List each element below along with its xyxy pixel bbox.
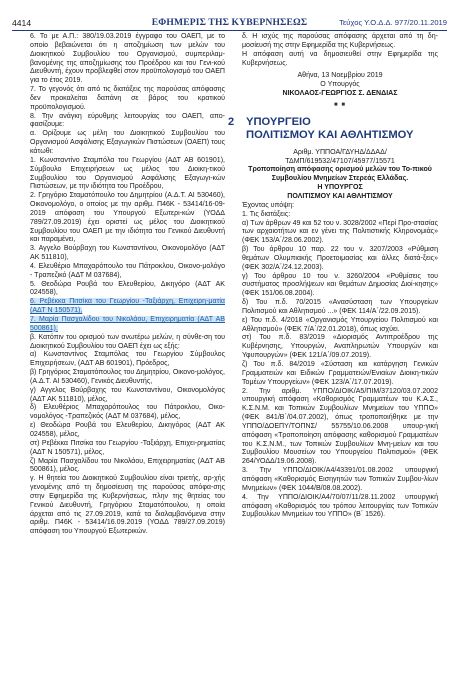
gazette-title: ΕΦΗΜΕΡΙΣ ΤΗΣ ΚΥΒΕΡΝΗΣΕΩΣ: [151, 17, 308, 28]
legal-provision: δ) Του π.δ. 70/2015 «Ανασύσταση των Υπουργείων Πολιτισμού και Αθλητισμού ...» (ΦΕΚ 114/Α΄/22.09.2015).: [242, 299, 438, 315]
composition-item: δ) Ελευθέριος Μπαχαρόπουλος του Πάτροκλου, Οικο-νομολόγος -Τραπεζικός (ΑΔΤ Μ 037684), μέλος,: [30, 404, 225, 421]
minister-heading: ΠΟΛΙΤΙΣΜΟΥ ΚΑΙ ΑΘΛΗΤΙΣΜΟΥ: [287, 192, 393, 200]
paragraph: γ. Η θητεία του Διοικητικού Συμβουλίου είναι τριετής, αρ-χής γενομένης από τη δημοσίευση της παρούσας απόφα-σης στην Εφημερίδα της Κυβερνήσεως, πλην της θητείας του Γενικού Διευθυντή, Γρηγόριου Σταματόπουλου, η οποία άρχεται από τις 27.09.2019, κατά τα διαλαμβανόμενα στην αριθμ. Π46Κ - 53414/16.09.2019 (ΥΟΔΔ 789/27.09.2019) απόφαση του Υπουργού Εξωτερικών.: [30, 475, 225, 536]
header-rule: [12, 30, 447, 31]
page-number: 4414: [12, 18, 32, 28]
member-item: 3. Αγγελο Βούρβαχη του Κωνσταντίνου, Οικονομολόγο (ΑΔΤ ΑΚ 511810),: [30, 245, 225, 262]
legal-provision: ε) Του π.δ. 4/2018 «Οργανισμός Υπουργείου Πολιτισμού και Αθλητισμού» (ΦΕΚ 7/Α΄/22.01.2018), όπως ισχύει.: [242, 316, 438, 333]
composition-item: α) Κωνσταντίνος Σταμπόλας του Γεωργίου Σύμβουλος Επιχειρήσεων, (ΑΔΤ ΑΒ 601901), Πρόεδρος,: [30, 351, 225, 368]
ministry-title-line: ΠΟΛΙΤΙΣΜΟΥ ΚΑΙ ΑΘΛΗΤΙΣΜΟΥ: [246, 128, 414, 141]
decision-title: Τροποποίηση απόφασης ορισμού μελών του Το-πικού Συμβουλίου Μνημείων Στερεάς Ελλάδας.: [248, 166, 432, 183]
place-date: Αθήνα, 13 Νοεμβρίου 2019: [297, 72, 383, 80]
paragraph: 8. Την ανάγκη εύρυθμης λειτουργίας του ΟΑΕΠ, απο-φασίζουμε:: [30, 112, 225, 129]
legal-provision: ζ) Του π.δ. 84/2019 «Σύσταση και κατάργηση Γενικών Γραμματειών και Ειδικών Γραμματειών/Ενιαίων Διοικη-τικών Τομέων Υπουργείων» (ΦΕΚ 123/Α΄/17.07.2019).: [242, 361, 438, 386]
ministry-heading: [228, 115, 438, 142]
member-item: 2. Γρηγόριο Σταματόπουλο του Δημητρίου (Α.Δ.Τ. ΑΙ 530460), Οικονομολόγο, ο οποίος με την αριθμ. Π46Κ - 53414/16-09-2019 απόφαση του Υπουργού Εξωτερι-κών (ΥΟΔΔ 789/27.09.2019) έχει οριστεί ως μέλος του Διοικητικού Συμβουλίου του ΟΑΕΠ με την ιδιότητα του Γενικού Διευθυντή και παραμένει,: [30, 192, 225, 244]
highlighted-text[interactable]: 6. Ρεβέκκα Πιτσίκα του Γεωργίου -Ταξιάρχη, Επιχειρη-ματία (ΑΔΤ Ν 150571),: [30, 298, 225, 315]
paragraph: Η απόφαση αυτή να δημοσιευθεί στην Εφημερίδα της Κυβερνήσεως.: [242, 50, 438, 67]
legal-provision: β) Του άρθρου 10 παρ. 22 του ν. 3207/2003 «Ρύθμιση θεμάτων Ολυμπιακής Προετοιμασίας και άλλες διατά-ξεις» (ΦΕΚ 302/Α΄/24.12.2003).: [242, 246, 438, 271]
highlighted-text[interactable]: 7. Μαρία Πασχαλίδου του Νικολάου, Επιχειρηματία (ΑΔΤ ΑΒ 500861).: [30, 316, 225, 332]
legal-provision: στ) Του π.δ. 83/2019 «Διορισμός Αντιπροέδρου της Κυβέρνησης, Υπουργών, Αναπληρωτών Υπουργών και Υφυπουργών» (ΦΕΚ 121/Α΄/09.07.2019).: [242, 334, 438, 360]
paragraph: α. Ορίζουμε ως μέλη του Διοικητικού Συμβουλίου του Οργανισμού Ασφάλισης Εξαγωγικών Πιστώσεων (ΟΑΕΠ) τους κάτωθι:: [30, 130, 225, 155]
composition-item: ζ) Μαρία Πασχαλίδου του Νικολάου, Επιχειρηματίας (ΑΔΤ ΑΒ 500861), μέλος.: [30, 457, 225, 474]
ministry-title-line: ΥΠΟΥΡΓΕΙΟ: [246, 115, 311, 128]
composition-item: γ) Αγγελος Βούρβαχης του Κωνσταντίνου, Οικονομολόγος (ΑΔΤ ΑΚ 511810), μέλος,: [30, 386, 225, 403]
signer-name: ΝΙΚΟΛΑΟΣ-ΓΕΩΡΓΙΟΣ Σ. ΔΕΝΔΙΑΣ: [282, 90, 398, 98]
legal-provision: 4. Την ΥΠΠΟ/ΔΙΟΙΚ/Α4/70/07/11/28.11.2002 υπουργική απόφαση «Καθορισμός του τρόπου λειτουργίας των Τοπικών Συμβουλίων Μνημείων του ΥΠΠΟ» (Β΄ 1526).: [242, 493, 438, 519]
section-divider: ■ ■: [334, 101, 346, 108]
legal-provision: 2. Την αριθμ. ΥΠΠΟ/ΔΙΟΙΚ/Α5/ΠΙΜ/37120/03.07.2002 υπουργική απόφαση «Καθορισμός Γραμματέων του Κ.Α.Σ., Κ.Σ.Ν.Μ. και Τοπικών Συμβουλίων Μνημείων του ΥΠΠΟ» (ΦΕΚ 841/Β΄/04.07.2002), όπως τροποποιήθηκε με την ΥΠΠΟ/ΔΟΕΠΥ/ΤΟΠΝΣ/ 55755/10.06.2008 υπουρ-γική απόφαση «Τροποποίηση απόφασης καθορισμού Γραμματέων του Κ.Σ.Ν.Μ., των Τοπικών Συμβουλίων Μνη-μείων και του Συμβουλίου Μουσείων του Υπουργείου Πολιτισμού» (ΦΕΚ 264/ΥΟΔΔ/19.06.2008).: [242, 387, 438, 466]
issue-reference: Τεύχος Υ.Ο.Δ.Δ. 977/20.11.2019: [339, 18, 447, 27]
paragraph: 7. Το γεγονός ότι από τις διατάξεις της παρούσας απόφασης δεν προκαλείται δαπάνη σε βάρος του κρατικού προϋπολογισμού.: [30, 86, 225, 111]
right-column: [228, 33, 438, 520]
member-item-highlighted[interactable]: [30, 316, 225, 334]
legal-provision: γ) Του άρθρου 10 του ν. 3260/2004 «Ρυθμίσεις του συστήματος προσλήψεων και θεμάτων Δημοσίας Διοί-κησης» (ΦΕΚ 151/06.08.2004).: [242, 272, 438, 298]
member-item: 1. Κωνσταντίνο Σταμπόλα του Γεωργίου (ΑΔΤ ΑΒ 601901), Σύμβουλο Επιχειρήσεων ως μέλος του Διοικη-τικού Συμβουλίου του Οργανισμού Ασφάλισης Εξαγωγι-κών Πιστώσεων, με την ιδιότητα του Προέδρου,: [30, 156, 225, 191]
paragraph: 1. Τις διατάξεις:: [242, 210, 291, 218]
paragraph: 6. Το με Α.Π.: 380/19.03.2019 έγγραφο του ΟΑΕΠ, με το οποίο βεβαιώνεται ότι η αποζημίωση των μελών του Διοικητικού Συμβουλίου του Οργανισμού, συμπεριλαμ-βανομένης της αποζημίωσης του Προέδρου και του Γενι-κού Διευθυντή, έχουν προβλεφθεί στον προϋπολογισμό του ΟΑΕΠ για το έτος 2019.: [30, 33, 225, 85]
page-header: [12, 15, 447, 31]
member-item: 5. Θεοδώρα Ρουβά του Ελευθερίου, Δικηγόρο (ΑΔΤ ΑΚ 024558),: [30, 280, 225, 297]
legal-provision: α) Των άρθρων 49 και 52 του ν. 3028/2002 «Περί Προ-στασίας των αρχαιοτήτων και εν γένει της Πολιτιστικής Κληρονομιάς» (ΦΕΚ 153/Α΄/28.06.2002).: [242, 219, 438, 245]
paragraph: δ. Η ισχύς της παρούσας απόφασης άρχεται από τη δη-μοσίευσή της στην Εφημερίδα της Κυβερνήσεως.: [242, 33, 438, 49]
section-number: 2: [228, 115, 235, 128]
reference-number: Αριθμ. ΥΠΠΟΑ/ΓΔΥΗΔ/ΔΔΑΔ/: [293, 148, 387, 156]
member-item: 4. Ελευθέριο Μπαχαρόπουλο του Πάτροκλου, Οικονο-μολόγο - Τραπεζικό (ΑΔΤ Μ 037684),: [30, 262, 225, 279]
signer-role: Ο Υπουργός: [320, 81, 360, 89]
minister-heading: Η ΥΠΟΥΡΓΟΣ: [317, 184, 363, 192]
paragraph: Έχοντας υπόψη:: [242, 201, 295, 209]
composition-item: β) Γρηγόριος Σταματόπουλος του Δημητρίου, Οικονο-μολόγος, (Α.Δ.Τ. ΑΙ 530460), Γενικός Διευθυντής,: [30, 369, 225, 385]
composition-item: ε) Θεοδώρα Ρουβά του Ελευθερίου, Δικηγόρος (ΑΔΤ ΑΚ 024558), μέλος,: [30, 422, 225, 438]
reference-number: ΤΔΜΠ/619532/47107/45977/15571: [285, 157, 395, 165]
legal-provision: 3. Την ΥΠΠΟ/ΔΙΟΙΚ/Α4/43391/01.08.2002 υπουργική απόφαση «Καθορισμός Εισηγητών των Τοπικών Συμβου-λίων Μνημείων» (ΦΕΚ 1044/Β/08.08.2002).: [242, 467, 438, 492]
composition-item: στ) Ρεβέκκα Πιτσίκα του Γεωργίου -Ταξιάρχη, Επιχει-ρηματίας (ΑΔΤ Ν 150571), μέλος,: [30, 439, 225, 456]
left-column: [30, 33, 225, 537]
paragraph: β. Κατόπιν του ορισμού των ανωτέρω μελών, η σύνθε-ση του Διοικητικού Συμβουλίου του ΟΑΕΠ έχει ως εξής:: [30, 333, 225, 350]
member-item-highlighted[interactable]: [30, 298, 225, 316]
